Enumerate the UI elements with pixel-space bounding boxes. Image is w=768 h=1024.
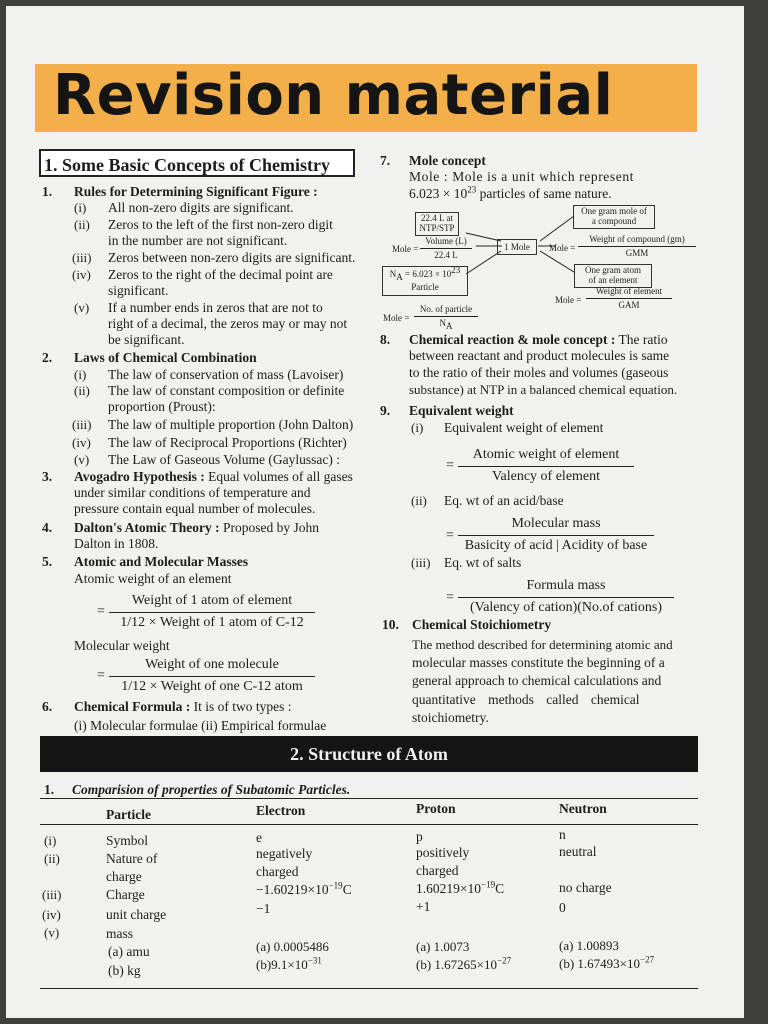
row-num: (v): [44, 925, 60, 940]
item8-text: The ratio: [618, 332, 668, 347]
mass-exponent: −27: [497, 955, 512, 966]
part-num: (ii): [411, 493, 427, 508]
formula-denominator: GAM: [618, 300, 640, 310]
table-header: Electron: [256, 803, 306, 818]
avogadro-exponent: 23: [467, 184, 477, 195]
rule-num: (iii): [72, 250, 92, 265]
table-cell: (b) kg: [108, 963, 141, 978]
rule-text: Zeros to the left of the first non-zero digit: [108, 217, 333, 232]
section2-heading: 2. Structure of Atom: [40, 736, 698, 772]
item5-title: Atomic and Molecular Masses: [74, 554, 249, 569]
part-text: Equivalent weight of element: [444, 420, 604, 435]
textbook-page: [6, 6, 744, 1018]
formula-denominator: [414, 317, 478, 331]
formula-denominator: 1/12 × Weight of 1 atom of C-12: [120, 615, 304, 630]
item1-title: Rules for Determining Significant Figure :: [74, 184, 318, 199]
rule-text: If a number ends in zeros that are not to: [108, 300, 323, 315]
box-line: a compound: [591, 216, 637, 226]
item8-text: between reactant and product molecules is same: [409, 348, 670, 363]
eq-weight-salt-formula: [458, 577, 674, 617]
avogadro-value: 6.023 × 10: [409, 186, 468, 201]
rule-text: All non-zero digits are significant.: [108, 200, 294, 215]
table-cell: Symbol: [106, 833, 149, 848]
gram-atom-box: [574, 264, 652, 288]
mole-particle-formula: [414, 304, 478, 331]
rule-text: in the number are not significant.: [108, 233, 288, 248]
item7-number: 7.: [380, 153, 391, 168]
table-cell: [416, 957, 511, 973]
section2-item1-number: 1.: [44, 782, 55, 797]
charge-exponent: −19: [328, 880, 343, 891]
item8-lead: Chemical reaction & mole concept :: [409, 332, 616, 347]
item10-number: 10.: [382, 617, 399, 632]
charge-unit: C: [342, 882, 352, 897]
table-cell: charged: [256, 864, 299, 879]
mole-volume-label: Mole =: [392, 244, 419, 254]
item3-number: 3.: [42, 469, 53, 484]
mole-gmm-label: Mole =: [549, 243, 576, 253]
part-num: (i): [411, 420, 424, 435]
table-cell: mass: [106, 926, 133, 941]
formula-numerator: Weight of compound (gm): [589, 234, 685, 244]
formula-numerator: Weight of one molecule: [145, 657, 279, 672]
item6-number: 6.: [42, 699, 53, 714]
mole-gam-label: Mole =: [555, 295, 582, 305]
formula-denominator: 22.4 L: [434, 250, 458, 260]
gram-mole-box: [573, 205, 655, 229]
table-header: Particle: [106, 807, 151, 822]
box-line: One gram mole of: [581, 206, 647, 216]
box-superscript: 23: [451, 265, 461, 275]
law-text: The law of Reciprocal Proportions (Richter): [108, 435, 347, 450]
mass-value: (b) 1.67265×10: [416, 957, 497, 972]
rule-num: (v): [74, 300, 90, 315]
law-num: (iv): [72, 435, 91, 450]
table-header: Neutron: [559, 801, 607, 816]
section2-item1-title: Comparision of properties of Subatomic Particles.: [72, 782, 351, 797]
table-header-rule: [40, 824, 698, 825]
table-cell: (a) 0.0005486: [256, 939, 329, 954]
box-subscript: A: [396, 271, 403, 282]
item3-lead: Avogadro Hypothesis :: [74, 469, 205, 484]
title-banner: [35, 64, 697, 132]
table-cell: 0: [559, 900, 566, 915]
equals-sign: =: [446, 590, 454, 605]
table-cell: [559, 956, 654, 972]
table-cell: p: [416, 829, 423, 844]
row-num: (iii): [42, 887, 62, 902]
rule-num: (iv): [72, 267, 91, 282]
rule-num: (ii): [74, 217, 90, 232]
charge-value: −1.60219×10: [256, 882, 329, 897]
law-text: The law of conservation of mass (Lavoiser): [108, 367, 344, 382]
denominator-text: N: [439, 318, 446, 328]
item9-number: 9.: [380, 403, 391, 418]
table-cell: negatively: [256, 846, 313, 861]
formula-numerator: Atomic weight of element: [472, 447, 620, 462]
atomic-weight-formula: [109, 592, 315, 632]
table-cell: Nature of: [106, 851, 158, 866]
rule-text: be significant.: [108, 332, 185, 347]
formula-denominator: Basicity of acid | Acidity of base: [464, 538, 648, 553]
item3-text: Equal volumes of all gases: [208, 469, 353, 484]
law-num: (v): [74, 452, 90, 467]
mole-definition-rest: particles of same nature.: [476, 186, 612, 201]
rule-text: Zeros between non-zero digits are significant.: [108, 250, 356, 265]
table-cell: unit charge: [106, 907, 167, 922]
item9-title: Equivalent weight: [409, 403, 514, 418]
row-num: (i): [44, 833, 57, 848]
rule-text: right of a decimal, the zeros may or may not: [108, 316, 348, 331]
item10-title: Chemical Stoichiometry: [412, 617, 552, 632]
mole-particle-label: Mole =: [383, 313, 410, 323]
mole-volume-formula: [420, 236, 472, 260]
box-line: Particle: [411, 282, 439, 292]
formula-denominator: 1/12 × Weight of one C-12 atom: [121, 679, 303, 694]
table-cell: (a) amu: [108, 944, 150, 959]
item3-text: under similar conditions of temperature and: [74, 485, 311, 500]
item8-text: to the ratio of their moles and volumes (gaseous: [409, 365, 669, 380]
eq-weight-element-formula: [458, 446, 634, 486]
item8-number: 8.: [380, 332, 391, 347]
formula-denominator: GMM: [625, 248, 649, 258]
box-line: [383, 265, 467, 282]
law-text: The Law of Gaseous Volume (Gaylussac) :: [108, 452, 340, 467]
one-mole-box: 1 Mole: [497, 239, 537, 255]
molecular-weight-formula: [109, 656, 315, 696]
box-text: N: [389, 269, 397, 279]
law-text: The law of multiple proportion (John Dalton): [108, 417, 354, 432]
table-cell: charge: [106, 869, 142, 884]
box-line: NTP/STP: [419, 223, 455, 233]
table-cell: Charge: [106, 887, 145, 902]
table-cell: n: [559, 827, 566, 842]
section1-heading: 1. Some Basic Concepts of Chemistry: [39, 149, 355, 177]
item2-number: 2.: [42, 350, 53, 365]
formula-numerator: Formula mass: [526, 578, 606, 593]
avogadro-box: [382, 266, 468, 296]
charge-unit: C: [495, 881, 505, 896]
row-num: (iv): [42, 907, 61, 922]
table-cell: [256, 957, 322, 973]
item10-text: quantitative methods called chemical: [412, 692, 640, 707]
part-text: Eq. wt of salts: [444, 555, 522, 570]
table-cell: no charge: [559, 880, 612, 895]
formula-numerator: Weight of element: [595, 286, 663, 296]
arrow-line: [540, 251, 574, 272]
item10-text: The method described for determining atomic and: [412, 637, 673, 652]
equals-sign: =: [446, 528, 454, 543]
item3-first-line: [74, 469, 353, 485]
item4-text: Dalton in 1808.: [74, 536, 159, 551]
equals-sign: =: [446, 458, 454, 473]
item8-text: substance) at NTP in a balanced chemical equation.: [409, 382, 678, 397]
charge-value: 1.60219×10: [416, 881, 481, 896]
mole-definition-2: [409, 186, 612, 202]
table-cell: [416, 881, 504, 897]
item4-number: 4.: [42, 520, 53, 535]
mole-gam-formula: [586, 286, 672, 310]
rule-text: significant.: [108, 283, 169, 298]
mole-gmm-formula: [578, 234, 696, 258]
page-title: Revision material: [53, 63, 614, 128]
item4-lead: Dalton's Atomic Theory :: [74, 520, 220, 535]
mass-exponent: −27: [640, 954, 655, 965]
box-text: = 6.023 × 10: [402, 269, 452, 279]
item3-text: pressure contain equal number of molecules.: [74, 501, 316, 516]
formula-numerator: Volume (L): [425, 236, 467, 246]
rule-text: Zeros to the right of the decimal point are: [108, 267, 333, 282]
box-line: One gram atom: [585, 265, 641, 275]
mass-exponent: −31: [307, 955, 322, 966]
charge-exponent: −19: [481, 879, 496, 890]
arrow-line: [540, 216, 574, 241]
item10-text: stoichiometry.: [412, 710, 489, 725]
formula-denominator: (Valency of cation)(No.of cations): [469, 600, 663, 615]
eq-weight-acid-formula: [458, 515, 654, 555]
formula-numerator: No. of particle: [419, 304, 473, 314]
item6-text: (i) Molecular formulae (ii) Empirical formulae: [74, 718, 327, 733]
equals-sign: =: [97, 604, 105, 619]
table-cell: (a) 1.00893: [559, 938, 619, 953]
rule-num: (i): [74, 200, 87, 215]
table-cell: −1: [256, 901, 271, 916]
equals-sign: =: [97, 668, 105, 683]
table-cell: [256, 882, 352, 898]
molecular-weight-label: Molecular weight: [74, 638, 170, 653]
table-header: Proton: [416, 801, 456, 816]
table-cell: +1: [416, 899, 431, 914]
table-cell: neutral: [559, 844, 597, 859]
table-cell: e: [256, 830, 262, 845]
item10-text: general approach to chemical calculations and: [412, 673, 662, 688]
item6-first-line: [74, 699, 291, 715]
formula-numerator: Molecular mass: [511, 516, 601, 531]
law-text: The law of constant composition or definite: [108, 383, 345, 398]
item2-title: Laws of Chemical Combination: [74, 350, 257, 365]
box-line: 22.4 L at: [421, 213, 453, 223]
part-num: (iii): [411, 555, 431, 570]
box-line: of an element: [588, 275, 638, 285]
item6-text: It is of two types :: [193, 699, 292, 714]
law-num: (iii): [72, 417, 92, 432]
item1-number: 1.: [42, 184, 53, 199]
part-text: Eq. wt of an acid/base: [444, 493, 564, 508]
ntp-box: [415, 212, 459, 236]
mass-value: (b)9.1×10: [256, 957, 308, 972]
mass-value: (b) 1.67493×10: [559, 956, 640, 971]
item4-text: Proposed by John: [223, 520, 320, 535]
law-num: (i): [74, 367, 87, 382]
table-cell: (a) 1.0073: [416, 939, 470, 954]
item7-title: Mole concept: [409, 153, 486, 168]
table-cell: charged: [416, 863, 459, 878]
denominator-subscript: A: [446, 320, 453, 331]
row-num: (ii): [44, 851, 60, 866]
item4-first-line: [74, 520, 319, 536]
table-bottom-rule: [40, 988, 698, 989]
table-cell: positively: [416, 845, 470, 860]
item5-number: 5.: [42, 554, 53, 569]
formula-denominator: Valency of element: [491, 469, 601, 484]
atomic-weight-label: Atomic weight of an element: [74, 571, 232, 586]
item8-first-line: [409, 332, 668, 348]
item6-lead: Chemical Formula :: [74, 699, 191, 714]
law-num: (ii): [74, 383, 90, 398]
table-top-rule: [40, 798, 698, 799]
law-text: proportion (Proust):: [108, 399, 216, 414]
item10-text: molecular masses constitute the beginning of a: [412, 655, 665, 670]
formula-numerator: Weight of 1 atom of element: [131, 593, 293, 608]
mole-definition: Mole : Mole is a unit which represent: [409, 169, 635, 184]
